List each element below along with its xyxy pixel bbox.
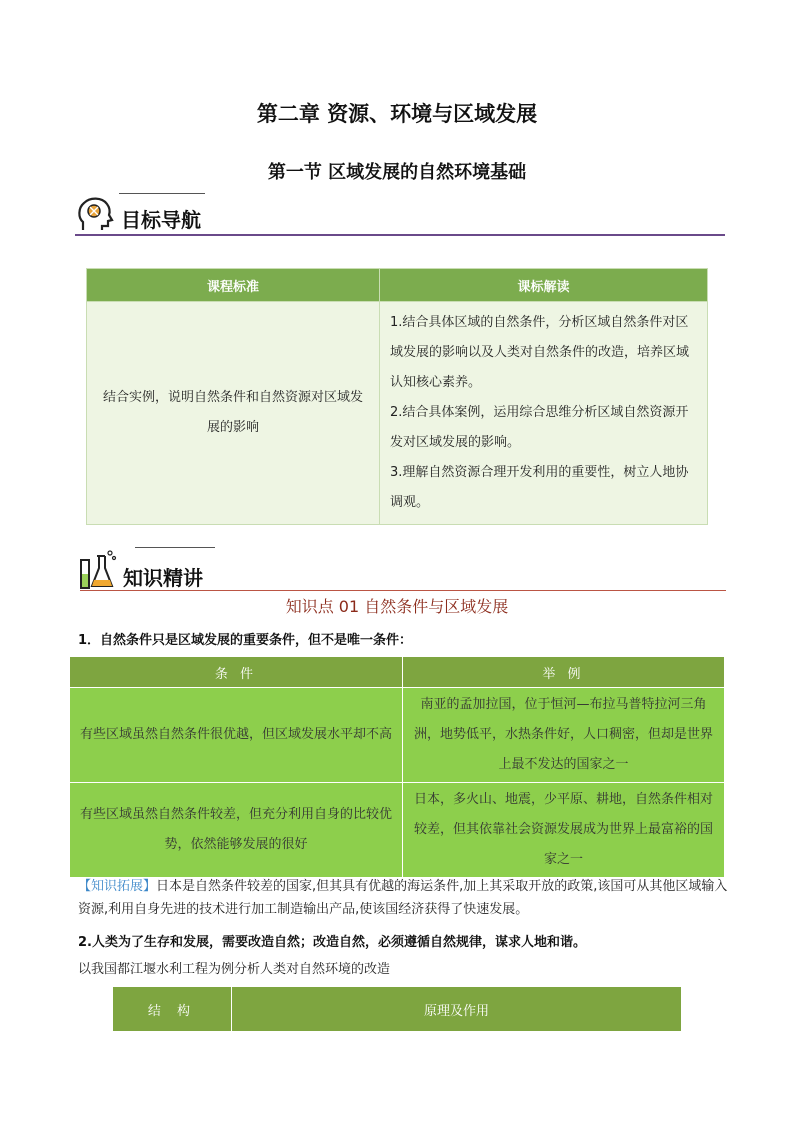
table-row	[70, 688, 725, 783]
interpretation-item: 3.理解自然资源合理开发利用的重要性，树立人地协调观。	[390, 465, 689, 510]
interpretation-item: 2.结合具体案例，运用综合思维分析区域自然资源开发对区域发展的影响。	[390, 405, 689, 450]
course-standard-cell: 结合实例，说明自然条件和自然资源对区域发展的影响	[87, 302, 380, 525]
goals-banner	[75, 190, 725, 236]
header-course-standard: 课程标准	[87, 269, 380, 302]
table-row	[70, 783, 725, 878]
extension-tag: 【知识拓展】	[78, 879, 157, 894]
chapter-title: 第二章 资源、环境与区域发展	[256, 101, 538, 126]
chemistry-flask-icon	[75, 548, 119, 590]
dujiangyan-table	[112, 986, 682, 1032]
header-principle-function: 原理及作用	[232, 987, 682, 1032]
example-cell: 南亚的孟加拉国，位于恒河—布拉马普特拉河三角洲，地势低平，水热条件好，人口稠密，但却是世界上最不发达的国家之一	[403, 688, 725, 783]
condition-cell: 有些区域虽然自然条件较差，但充分利用自身的比较优势，依然能够发展的很好	[70, 783, 403, 878]
conditions-table	[69, 656, 725, 878]
banner-underline	[75, 234, 725, 236]
section-title: 第一节 区域发展的自然环境基础	[267, 162, 527, 183]
goals-title: 目标导航	[121, 208, 201, 232]
knowledge-extension	[78, 875, 728, 921]
knowledge-banner	[75, 544, 725, 590]
thinking-head-icon	[75, 194, 115, 234]
header-condition: 条 件	[70, 657, 403, 688]
dujiangyan-intro: 以我国都江堰水利工程为例分析人类对自然环境的改造	[78, 962, 391, 977]
banner-top-line	[135, 547, 215, 548]
standards-table	[86, 268, 708, 525]
header-standard-interpretation: 课标解读	[380, 269, 708, 302]
knowledge-divider	[80, 590, 726, 591]
interpretation-cell	[380, 302, 708, 525]
knowledge-point-title: 知识点 01 自然条件与区域发展	[285, 597, 509, 616]
interpretation-item: 1.结合具体区域的自然条件，分析区域自然条件对区域发展的影响以及人类对自然条件的改造，培养区域认知核心素养。	[390, 315, 690, 390]
banner-top-line	[119, 193, 205, 194]
question-1-heading: 1．自然条件只是区域发展的重要条件，但不是唯一条件：	[78, 633, 413, 648]
example-cell: 日本，多火山、地震，少平原、耕地，自然条件相对较差，但其依靠社会资源发展成为世界上最富裕的国家之一	[403, 783, 725, 878]
extension-text: 日本是自然条件较差的国家,但其具有优越的海运条件,加上其采取开放的政策,该国可从其他区域输入资源,利用自身先进的技术进行加工制造输出产品,使该国经济获得了快速发展。	[78, 879, 728, 917]
header-structure: 结 构	[113, 987, 232, 1032]
knowledge-title: 知识精讲	[123, 566, 203, 590]
condition-cell: 有些区域虽然自然条件很优越，但区域发展水平却不高	[70, 688, 403, 783]
header-example: 举 例	[403, 657, 725, 688]
question-2-heading: 2.人类为了生存和发展，需要改造自然；改造自然，必须遵循自然规律，谋求人地和谐。	[78, 935, 586, 950]
